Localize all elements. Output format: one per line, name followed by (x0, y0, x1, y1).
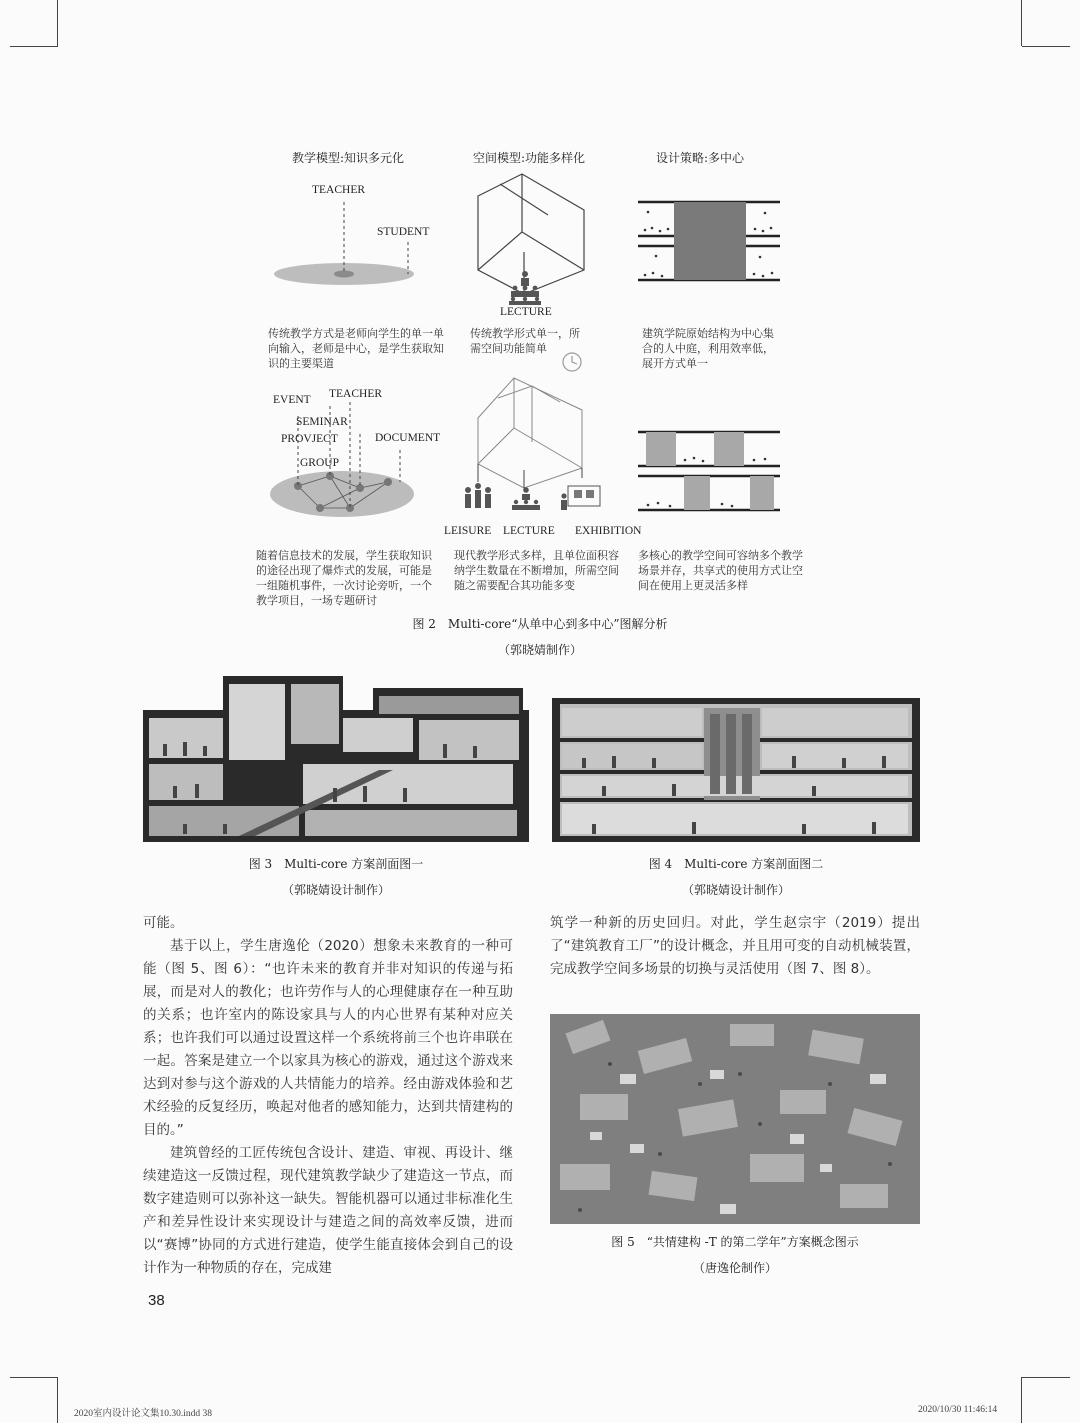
fig4-credit: （郭晓婧设计制作） (681, 883, 790, 897)
fig3-caption-title: 图 3 Multi-core 方案剖面图一 (248, 857, 424, 871)
page-number: 38 (148, 1292, 165, 1309)
crop-mark (1022, 1377, 1070, 1378)
label-document: DOCUMENT (375, 432, 441, 444)
paragraph: 筑学一种新的历史回归。对此，学生赵宗宇（2019）提出了“建筑教育工厂”的设计概念，并且用可变的自动机械装置，完成教学空间多场景的切换与灵活使用（图 7、图 8）。 (550, 915, 920, 977)
leisure-icon (465, 483, 491, 508)
double-house-outline (478, 378, 582, 488)
body-text-left (143, 912, 513, 1280)
label-leisure: LEISURE (444, 525, 492, 537)
row1-note-teaching: 传统教学方式是老师向学生的单一单向输入，老师是中心，是学生获取知识的主要渠道 (268, 327, 444, 370)
crop-mark (1022, 46, 1070, 47)
row2-diagram-graphics (260, 350, 800, 530)
lecture-icon-2 (512, 487, 540, 510)
multi-core-ellipse (270, 471, 414, 517)
file-slug: 2020室内设计论文集10.30.indd 38 (74, 1409, 213, 1419)
timestamp-slug: 2020/10/30 11:46:14 (918, 1405, 998, 1415)
fig3-caption (186, 856, 486, 898)
lecture-icon (509, 271, 541, 305)
fig5-caption-title: 图 5 “共情建构 -T 的第二学年”方案概念图示 (611, 1235, 859, 1249)
exhibition-icon (561, 486, 600, 510)
label-lecture-2: LECTURE (503, 525, 555, 537)
row1-note-space: 传统教学形式单一，所需空间功能简单 (470, 327, 580, 355)
fig5-concept-image (550, 1014, 920, 1224)
paragraph: 基于以上，学生唐逸伦（2020）想象未来教育的一种可能（图 5、图 6）：“也许未来的教育并非对知识的传递与拓展，而是对人的教化；也许劳作与人的心理健康存在一种互助的关系；也许室内的陈设家具与人的内心世界有某种对应关系；也许我们可以通过设置这样一个系统将前三个也许串联在一起。答案是建立一个以家具为核心的游戏，通过这个游戏来达到对参与这个游戏的人共情能力的培养。经由游戏体验和艺术经验的反复经历，唤起对他者的感知能力，达到共情建构的目的。” (143, 938, 513, 1138)
fig4-section-drawing (552, 698, 920, 842)
body-text-right (550, 912, 920, 981)
space-model-heading: 空间模型:功能多样化 (473, 151, 586, 165)
label-group: GROUP (300, 457, 339, 469)
fig4-caption-title: 图 4 Multi-core 方案剖面图二 (648, 857, 824, 871)
fig2-caption-title: 图 2 Multi-core“从单中心到多中心”图解分析 (412, 617, 668, 631)
label-student: STUDENT (377, 226, 430, 238)
label-teacher: TEACHER (312, 184, 366, 196)
row1-note-strategy: 建筑学院原始结构为中心集合的人中庭，利用效率低，展开方式单一 (642, 327, 774, 370)
label-teacher-2: TEACHER (329, 388, 383, 400)
crop-mark (1021, 0, 1022, 46)
row2-note-strategy: 多核心的教学空间可容纳多个教学场景并存，共享式的使用方式让空间在使用上更灵活多样 (638, 549, 803, 592)
crop-mark (57, 0, 58, 46)
row2-note-space: 现代教学形式多样，且单位面积容纳学生数量在不断增加，所需空间随之需要配合其功能多变 (454, 549, 619, 592)
crop-mark (1021, 1377, 1022, 1423)
crop-mark (10, 46, 58, 47)
label-event: EVENT (273, 394, 311, 406)
design-strategy-heading: 设计策略:多中心 (656, 151, 745, 165)
label-seminar: SEMINAR (296, 416, 348, 428)
fig2-credit: （郭晓婧制作） (497, 643, 582, 657)
label-project: PROVJECT (281, 433, 338, 445)
fig4-caption (586, 856, 886, 898)
multi-core-section (638, 432, 780, 510)
teaching-model-heading: 教学模型:知识多元化 (292, 151, 405, 165)
house-outline (478, 174, 584, 294)
label-lecture: LECTURE (500, 306, 552, 318)
fig2-caption (340, 616, 740, 658)
paragraph: 可能。 (143, 915, 184, 931)
fig5-credit: （唐逸伦制作） (692, 1261, 777, 1275)
fig3-credit: （郭晓婧设计制作） (281, 883, 390, 897)
single-core-section (638, 202, 780, 280)
crop-mark (10, 1377, 58, 1378)
fig5-caption (550, 1234, 920, 1276)
row2-note-teaching: 随着信息技术的发展，学生获取知识的途径出现了爆炸式的发展，可能是一组随机事件，一次讨论旁听，一个教学项目，一场专题研讨 (256, 549, 432, 607)
crop-mark (57, 1377, 58, 1423)
paragraph: 建筑曾经的工匠传统包含设计、建造、审视、再设计、继续建造这一反馈过程，现代建筑教学缺少了建造这一节点，而数字建造则可以弥补这一缺失。智能机器可以通过非标准化生产和差异性设计来实现设计与建造之间的高效率反馈，进而以“赛博”协同的方式进行建造，使学生能直接体会到自己的设计作为一种物质的存在，完成建 (143, 1145, 513, 1276)
label-exhibition: EXHIBITION (575, 525, 642, 537)
fig3-section-drawing (143, 674, 529, 842)
